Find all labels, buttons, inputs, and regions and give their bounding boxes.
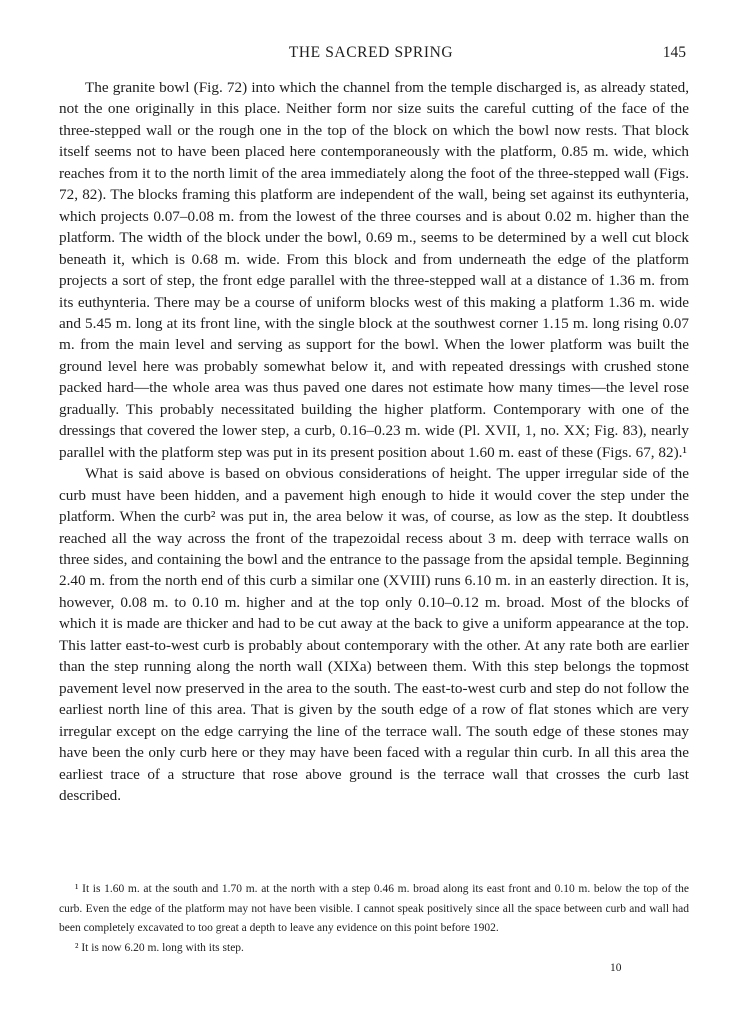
- chapter-title: THE SACRED SPRING: [288, 44, 454, 61]
- paragraph: The granite bowl (Fig. 72) into which the channel from the temple discharged is, as already stated, not the one originally in this place. Neither form nor size suits the careful cutting of the face of the three-stepped wall or the rough one in the top of the block on which the bowl now rests. That block itself seems not to have been placed here contemporaneously with the platform, 0.85 m. wide, which reaches from it to the north limit of the area immediately along the foot of the three-stepped wall (Figs. 72, 82). The blocks framing this platform are independent of the wall, being set against its euthynteria, which projects 0.07–0.08 m. from the lowest of the three courses and is about 0.02 m. higher than the platform. The width of the block under the bowl, 0.69 m., seems to be determined by a well cut block beneath it, which is 0.68 m. wide. From this block and from underneath the edge of the platform projects a sort of step, the front edge parallel with the three-stepped wall at a distance of 1.36 m. from its euthynteria. There may be a course of uniform blocks west of this making a platform 1.36 m. wide and 5.45 m. long at its front line, with the single block at the southwest corner 1.15 m. long rising 0.07 m. from the main level and serving as support for the bowl. When the lower platform was built the ground level here was probably somewhat below it, and with repeated dressings with crushed stone packed hard—the whole area was thus paved one dares not estimate how many times—the level rose gradually. This probably necessitated building the higher platform. Contemporary with one of the dressings that covered the lower step, a curb, 0.16–0.23 m. wide (Pl. XVII, 1, no. XX; Fig. 83), nearly parallel with the platform step was put in its present position about 1.60 m. east of these (Figs. 67, 82).¹: [59, 79, 689, 461]
- footnote: ² It is now 6.20 m. long with its step.: [75, 941, 244, 954]
- body-text: [59, 77, 689, 806]
- running-head: [56, 44, 686, 66]
- paragraph: What is said above is based on obvious considerations of height. The upper irregular side of the curb must have been hidden, and a pavement high enough to hide it would cover the step under the platform. When the curb² was put in, the area below it was, of course, as low as the step. It doubtless reached all the way across the front of the trapezoidal recess about 3 m. deep with terrace walls on three sides, and containing the bowl and the entrance to the passage from the apsidal temple. Beginning 2.40 m. from the north end of this curb a similar one (XVIII) runs 6.10 m. in an easterly direction. It is, however, 0.08 m. to 0.10 m. higher and at the top only 0.10–0.12 m. broad. Most of the blocks of which it is made are thicker and had to be cut away at the back to give a uniform appearance at the top. This latter east-to-west curb is probably about contemporary with the other. At any rate both are earlier than the step running along the north wall (XIXa) between them. With this step belongs the topmost pavement level now preserved in the area to the south. The east-to-west curb and step do not follow the earliest north line of this area. That is given by the south edge of a row of flat stones which are very irregular except on the edge carrying the line of the terrace wall. The south edge of these stones may have been the only curb here or they may have been faced with a regular thin curb. In all this area the earliest trace of a structure that rose above ground is the terrace wall that crosses the curb last described.: [59, 465, 689, 804]
- signature-mark: 10: [610, 962, 622, 974]
- footnotes: [59, 880, 689, 958]
- footnote: ¹ It is 1.60 m. at the south and 1.70 m. at the north with a step 0.46 m. broad along its east front and 0.10 m. below the top of the curb. Even the edge of the platform may not have been visible. I cannot speak positively since all the space between curb and wall had been completely excavated to too great a depth to leave any evidence on this point before 1902.: [59, 883, 689, 935]
- page-number: 145: [662, 44, 686, 61]
